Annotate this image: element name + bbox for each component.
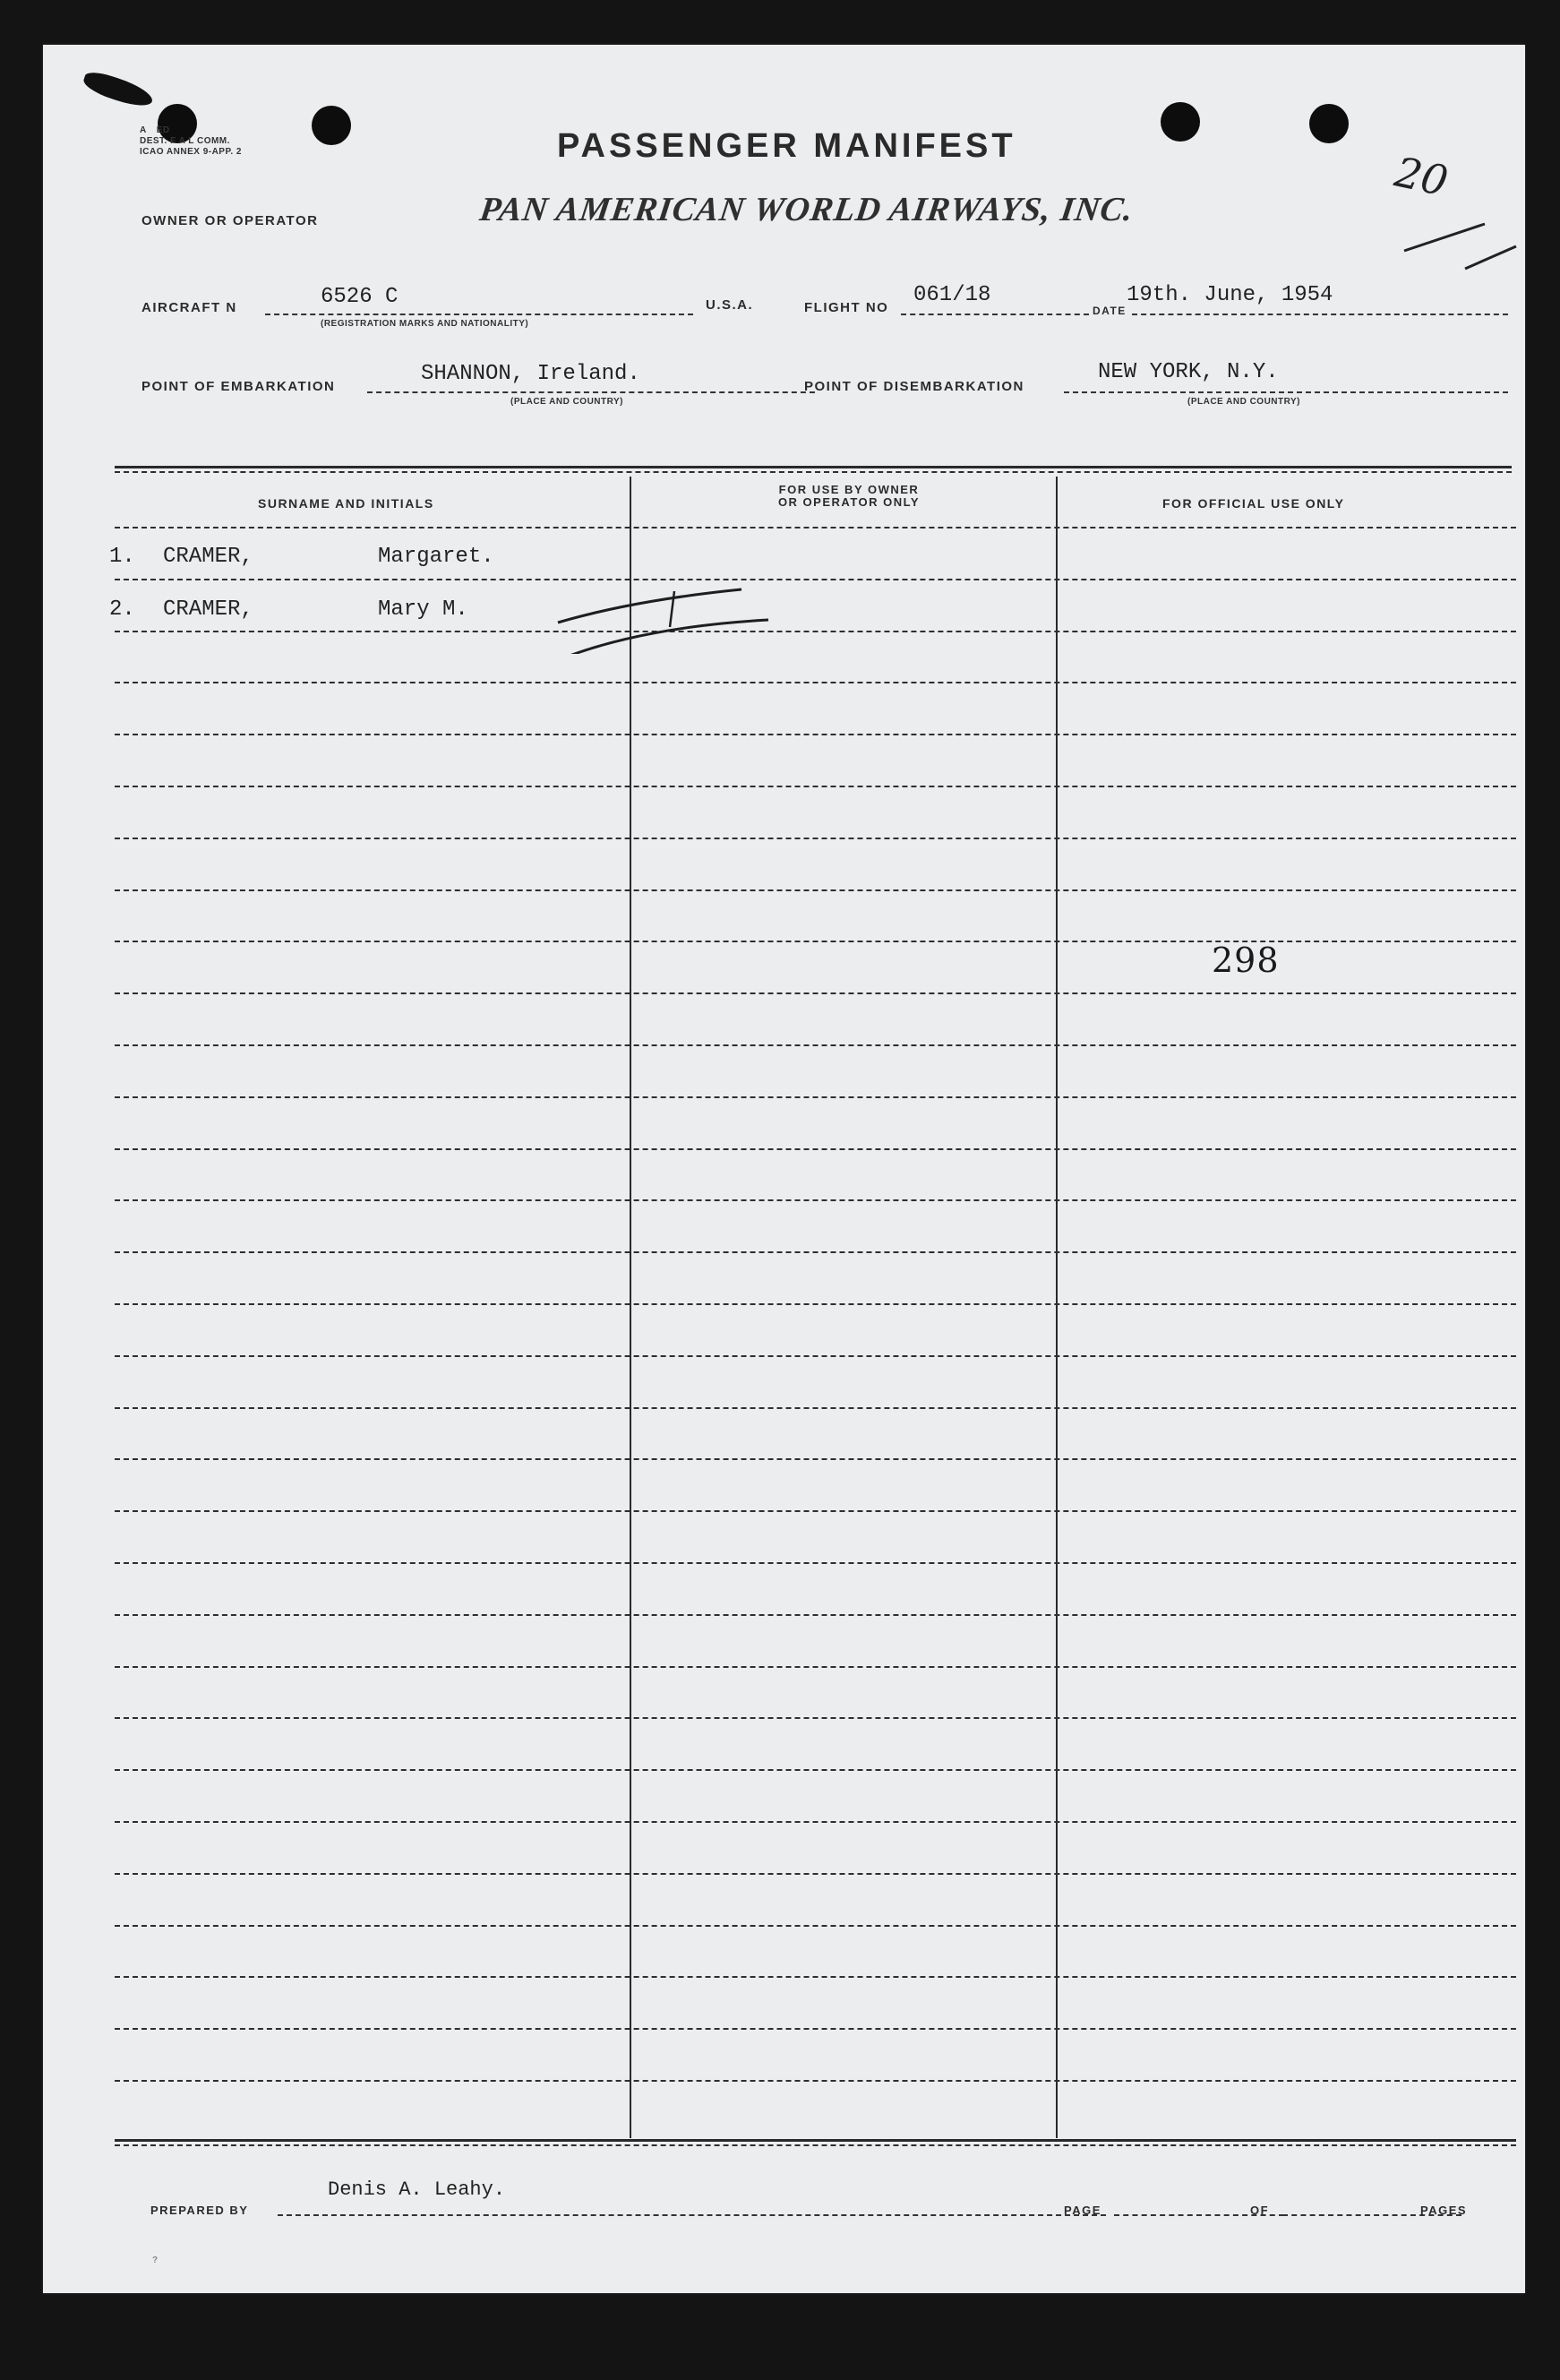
country-label: U.S.A. xyxy=(706,297,754,313)
row-rule xyxy=(115,631,1516,632)
torn-corner xyxy=(81,68,156,111)
date-label: DATE xyxy=(1093,305,1127,317)
approval-line-3: ICAO ANNEX 9-APP. 2 xyxy=(140,147,242,157)
owner-use-line-1: FOR USE BY OWNER xyxy=(778,483,920,496)
page-label: PAGE xyxy=(1064,2204,1101,2217)
owner-use-line-2: OR OPERATOR ONLY xyxy=(777,495,921,509)
row-rule xyxy=(115,1821,1516,1823)
punch-hole xyxy=(1161,102,1200,142)
passenger-number: 2. xyxy=(109,597,135,622)
punch-hole xyxy=(1309,104,1349,143)
row-rule xyxy=(115,1562,1516,1564)
approval-stamp xyxy=(140,125,242,158)
row-rule xyxy=(115,1873,1516,1875)
form-number xyxy=(152,2255,159,2265)
disembarkation-sublabel: (PLACE AND COUNTRY) xyxy=(1187,397,1300,407)
row-rule xyxy=(115,1355,1516,1357)
handwritten-slash xyxy=(1386,197,1521,287)
approval-line-2: DEST. F A L COMM. xyxy=(140,136,230,146)
passenger-given-name: Mary M. xyxy=(378,597,468,622)
column-header-owner-use xyxy=(750,484,947,509)
prepared-by-label: PREPARED BY xyxy=(150,2204,249,2217)
approval-line-1: A ED xyxy=(140,125,170,135)
flight-value: 061/18 xyxy=(913,283,991,307)
passenger-number: 1. xyxy=(109,545,135,569)
row-rule xyxy=(115,2080,1516,2082)
passenger-row xyxy=(109,597,629,624)
row-rule xyxy=(115,579,1516,580)
row-rule xyxy=(115,1407,1516,1409)
official-stamp: 298 xyxy=(1212,941,1280,980)
row-rule xyxy=(115,734,1516,735)
row-rule xyxy=(115,1096,1516,1098)
prepared-by-value: Denis A. Leahy. xyxy=(328,2178,506,2201)
passenger-given-name: Margaret. xyxy=(378,545,494,569)
embarkation-value: SHANNON, Ireland. xyxy=(421,362,640,386)
row-rule xyxy=(115,1251,1516,1253)
flight-label: FLIGHT NO xyxy=(804,300,889,315)
pages-label: PAGES xyxy=(1420,2204,1468,2217)
aircraft-label: AIRCRAFT N xyxy=(141,300,237,315)
column-header-surname: SURNAME AND INITIALS xyxy=(258,496,434,511)
row-rule xyxy=(115,682,1516,683)
form-number-text: ? xyxy=(152,2255,159,2265)
punch-hole xyxy=(312,106,351,145)
embarkation-label: POINT OF EMBARKATION xyxy=(141,379,336,394)
owner-label: OWNER OR OPERATOR xyxy=(141,213,319,228)
row-rule xyxy=(115,1458,1516,1460)
passenger-surname: CRAMER, xyxy=(163,545,253,569)
disembarkation-value: NEW YORK, N.Y. xyxy=(1098,360,1279,384)
manifest-page xyxy=(43,45,1525,2293)
row-rule xyxy=(115,1044,1516,1046)
row-rule xyxy=(115,1976,1516,1978)
column-header-official: FOR OFFICIAL USE ONLY xyxy=(1162,496,1345,511)
handwritten-tick xyxy=(553,537,786,654)
page-title: PASSENGER MANIFEST xyxy=(557,127,1016,165)
row-rule xyxy=(115,1148,1516,1150)
aircraft-value: 6526 C xyxy=(321,285,399,309)
passenger-row xyxy=(109,545,629,571)
row-rule xyxy=(115,786,1516,787)
embarkation-sublabel: (PLACE AND COUNTRY) xyxy=(510,397,623,407)
row-rule xyxy=(115,1303,1516,1305)
row-rule xyxy=(115,1199,1516,1201)
aircraft-sublabel: (REGISTRATION MARKS AND NATIONALITY) xyxy=(321,319,529,329)
row-rule xyxy=(115,889,1516,891)
row-rule xyxy=(115,1614,1516,1616)
owner-value: PAN AMERICAN WORLD AIRWAYS, INC. xyxy=(477,191,1136,228)
disembarkation-label: POINT OF DISEMBARKATION xyxy=(804,379,1024,394)
column-divider xyxy=(1056,477,1058,2138)
row-rule xyxy=(115,838,1516,839)
row-rule xyxy=(115,1769,1516,1771)
row-rule xyxy=(115,1925,1516,1927)
passenger-surname: CRAMER, xyxy=(163,597,253,622)
column-divider xyxy=(630,477,631,2138)
row-rule xyxy=(115,1666,1516,1668)
row-rule xyxy=(115,2028,1516,2030)
row-rule xyxy=(115,941,1516,942)
date-value: 19th. June, 1954 xyxy=(1127,283,1333,307)
of-label: OF xyxy=(1250,2204,1270,2217)
handwritten-number: 20 xyxy=(1391,147,1453,206)
row-rule xyxy=(115,527,1516,528)
row-rule xyxy=(115,1717,1516,1719)
row-rule xyxy=(115,992,1516,994)
row-rule xyxy=(115,1510,1516,1512)
